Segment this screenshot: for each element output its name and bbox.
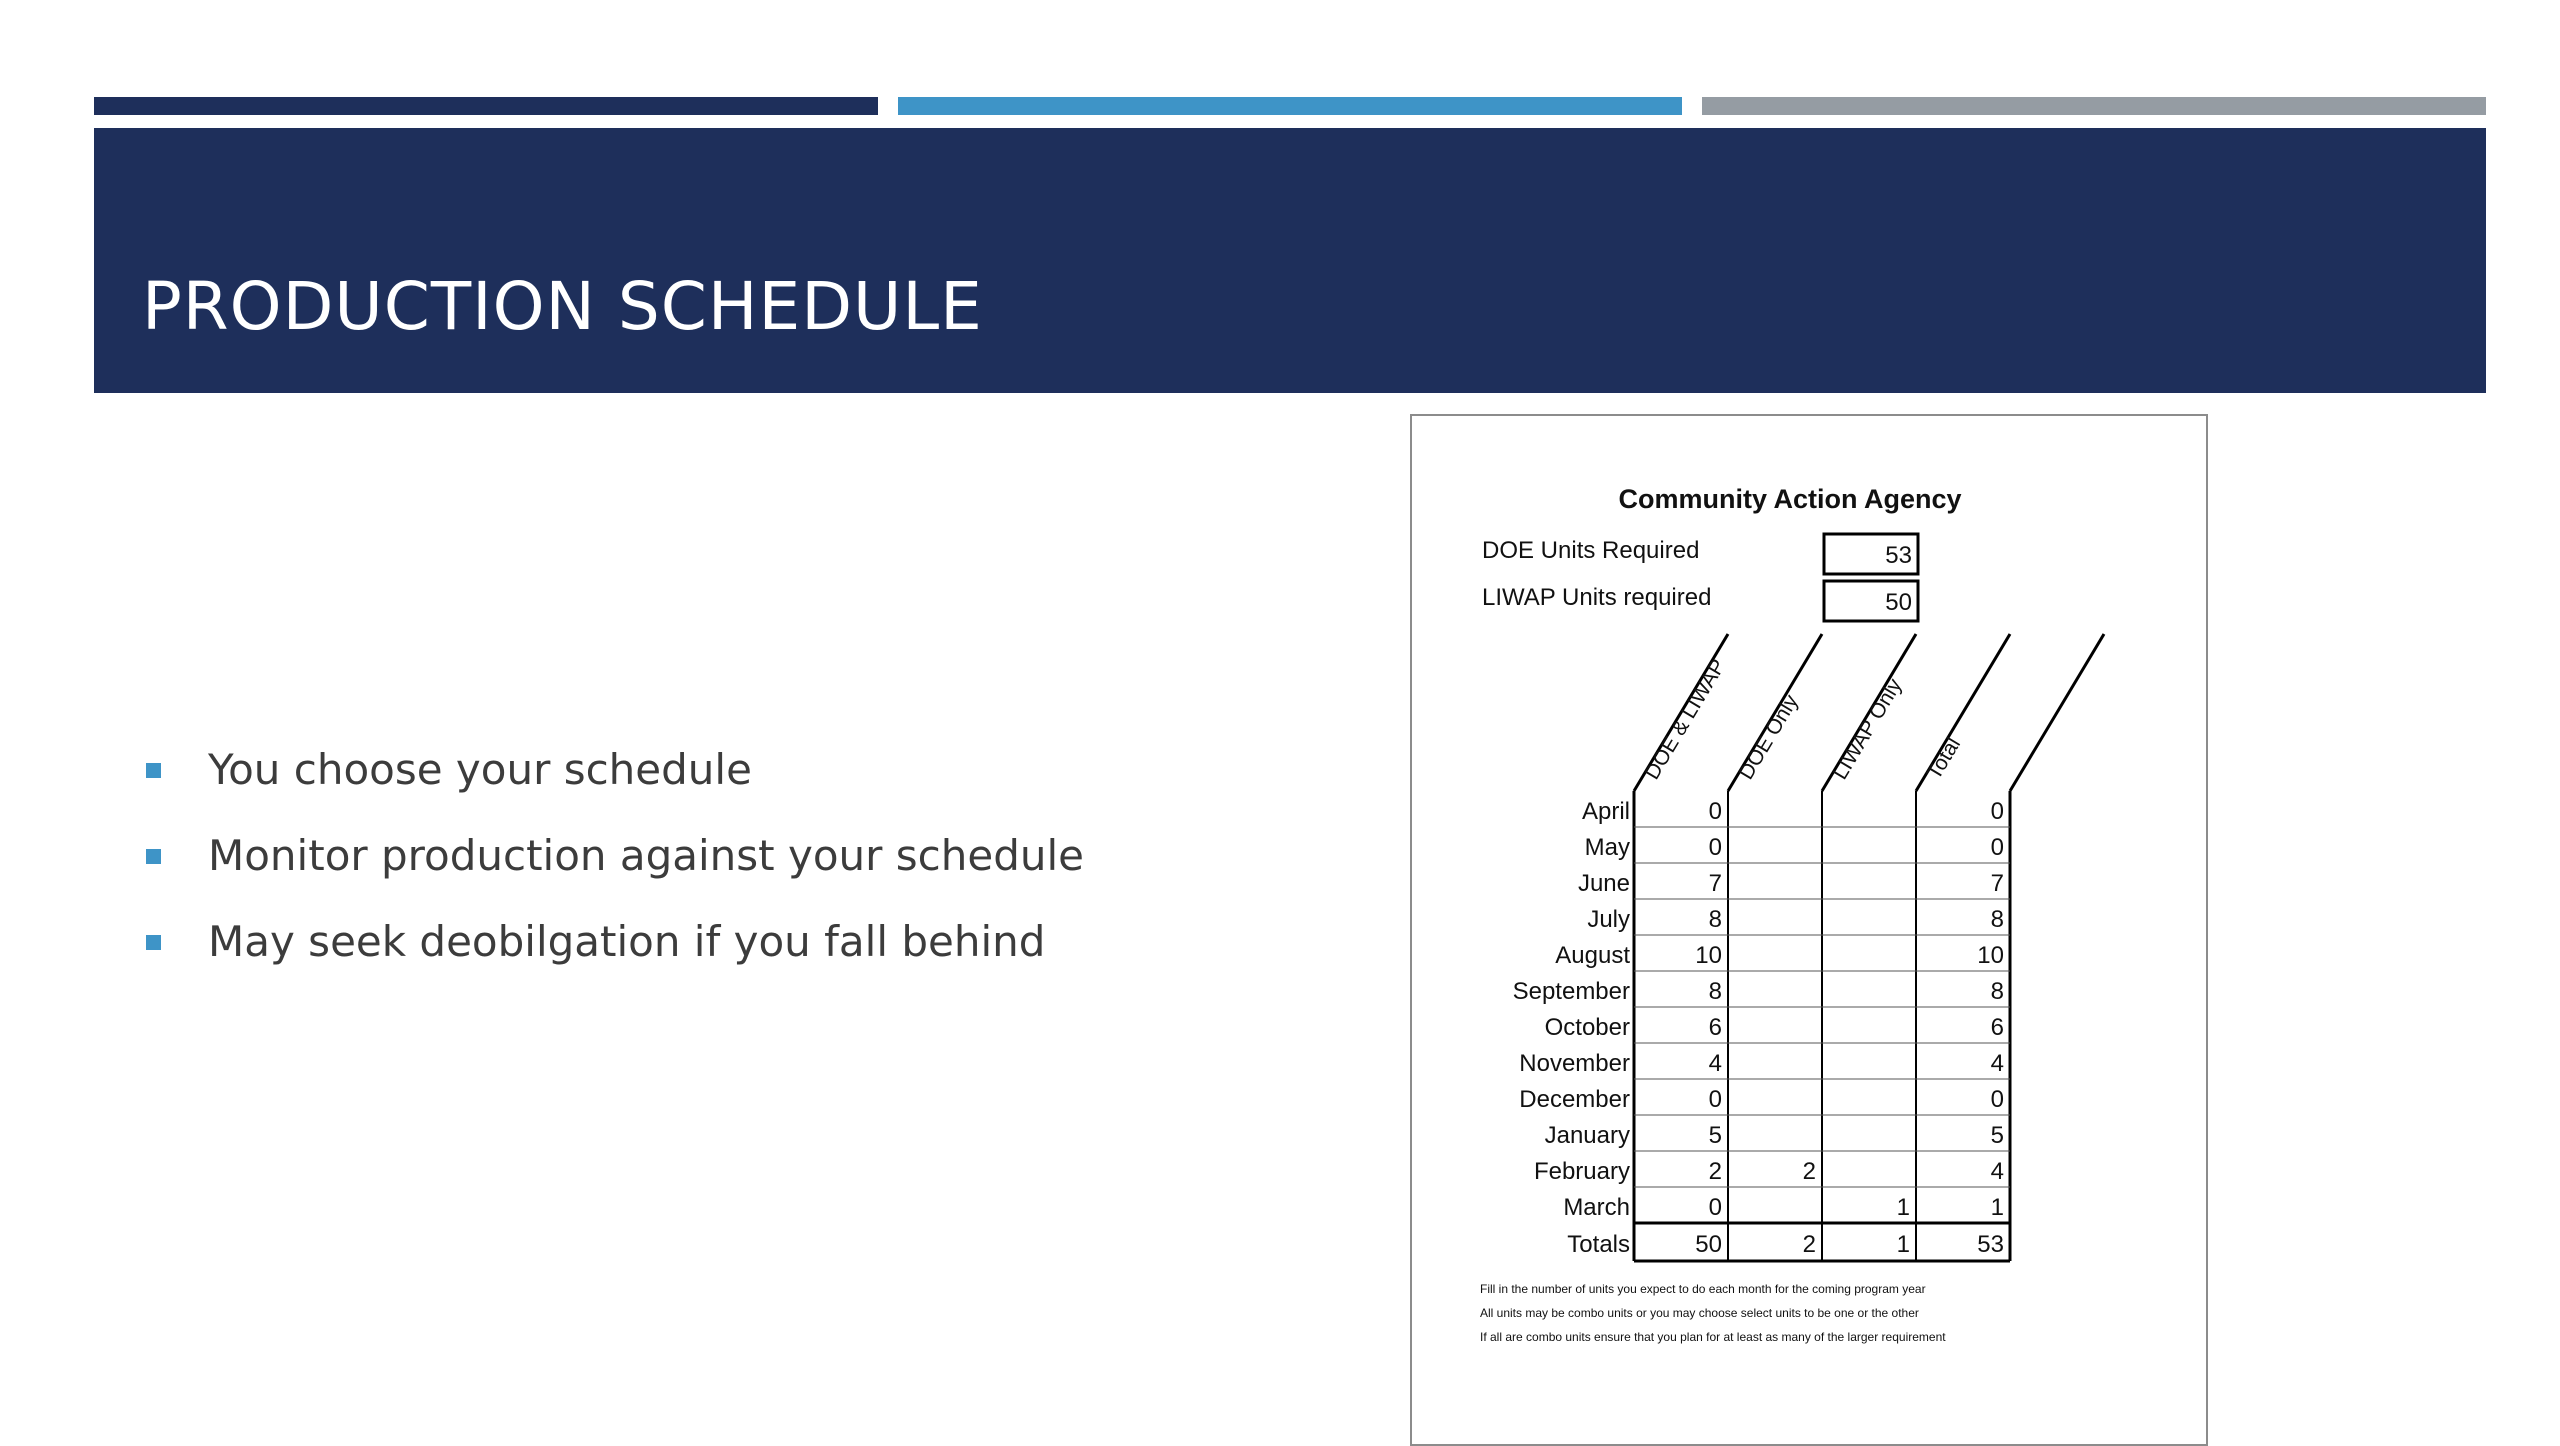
cell-value: 5 bbox=[1990, 1122, 2004, 1149]
cell-value: 0 bbox=[1990, 1086, 2004, 1113]
cell-value: 7 bbox=[1708, 870, 1722, 897]
cell-value: 6 bbox=[1708, 1014, 1722, 1041]
accent-bar-blue bbox=[898, 97, 1682, 115]
month-label: April bbox=[1581, 798, 1630, 825]
bullet-list bbox=[142, 735, 1084, 993]
cell-value: 0 bbox=[1708, 1194, 1722, 1221]
production-schedule-sheet bbox=[1412, 416, 2206, 1444]
cell-value: 7 bbox=[1990, 870, 2004, 897]
title-band bbox=[94, 128, 2486, 393]
cell-value: 0 bbox=[1708, 834, 1722, 861]
cell-value: 8 bbox=[1708, 906, 1722, 933]
doe-required-label: DOE Units Required bbox=[1482, 537, 1700, 564]
totals-value: 53 bbox=[1977, 1231, 2004, 1258]
month-label: September bbox=[1512, 978, 1630, 1005]
cell-value: 0 bbox=[1708, 798, 1722, 825]
month-label: November bbox=[1519, 1050, 1630, 1077]
cell-value: 10 bbox=[1695, 942, 1722, 969]
bullet-text: May seek deobilgation if you fall behind bbox=[208, 917, 1046, 966]
liwap-required-value: 50 bbox=[1885, 589, 1912, 616]
header-slant-line bbox=[2010, 634, 2104, 791]
square-bullet-icon bbox=[146, 935, 161, 950]
footnote: If all are combo units ensure that you plan for at least as many of the larger requirement bbox=[1480, 1330, 1946, 1344]
bullet-item[interactable] bbox=[142, 821, 1084, 907]
cell-value: 4 bbox=[1990, 1050, 2004, 1077]
footnote: All units may be combo units or you may choose select units to be one or the other bbox=[1480, 1306, 1919, 1320]
liwap-required-label: LIWAP Units required bbox=[1482, 584, 1712, 611]
month-label: May bbox=[1584, 834, 1630, 861]
cell-value: 2 bbox=[1802, 1158, 1816, 1185]
month-label: March bbox=[1563, 1194, 1630, 1221]
cell-value: 6 bbox=[1990, 1014, 2004, 1041]
cell-value: 4 bbox=[1708, 1050, 1722, 1077]
footnote: Fill in the number of units you expect to do each month for the coming program year bbox=[1480, 1282, 1926, 1296]
square-bullet-icon bbox=[146, 763, 161, 778]
cell-value: 4 bbox=[1990, 1158, 2004, 1185]
month-label: June bbox=[1577, 870, 1630, 897]
bullet-text: You choose your schedule bbox=[208, 745, 752, 794]
column-header: DOE Only bbox=[1734, 690, 1803, 784]
totals-value: 1 bbox=[1896, 1231, 1910, 1258]
cell-value: 8 bbox=[1990, 978, 2004, 1005]
bullet-item[interactable] bbox=[142, 735, 1084, 821]
spreadsheet-image[interactable] bbox=[1410, 414, 2208, 1446]
cell-value: 2 bbox=[1708, 1158, 1722, 1185]
slide-title[interactable]: PRODUCTION SCHEDULE bbox=[142, 268, 983, 345]
month-label: October bbox=[1544, 1014, 1630, 1041]
cell-value: 1 bbox=[1896, 1194, 1910, 1221]
totals-value: 2 bbox=[1802, 1231, 1816, 1258]
bullet-text: Monitor production against your schedule bbox=[208, 831, 1085, 880]
square-bullet-icon bbox=[146, 849, 161, 864]
totals-value: 50 bbox=[1695, 1231, 1722, 1258]
cell-value: 5 bbox=[1708, 1122, 1722, 1149]
sheet-title: Community Action Agency bbox=[1618, 484, 1962, 514]
month-label: July bbox=[1587, 906, 1630, 933]
bullet-item[interactable] bbox=[142, 907, 1084, 993]
doe-required-value: 53 bbox=[1885, 542, 1912, 569]
cell-value: 0 bbox=[1990, 834, 2004, 861]
month-label: February bbox=[1533, 1158, 1630, 1185]
column-header: LIWAP Only bbox=[1828, 674, 1907, 784]
column-header: Total bbox=[1922, 733, 1966, 784]
cell-value: 8 bbox=[1708, 978, 1722, 1005]
month-label: January bbox=[1544, 1122, 1630, 1149]
accent-bar-navy bbox=[94, 97, 878, 115]
cell-value: 10 bbox=[1977, 942, 2004, 969]
month-label: December bbox=[1519, 1086, 1630, 1113]
column-header: DOE & LIWAP bbox=[1640, 655, 1731, 784]
cell-value: 0 bbox=[1990, 798, 2004, 825]
month-label: August bbox=[1555, 942, 1630, 969]
totals-label: Totals bbox=[1567, 1231, 1630, 1258]
accent-bar-gray bbox=[1702, 97, 2486, 115]
cell-value: 1 bbox=[1990, 1194, 2004, 1221]
cell-value: 8 bbox=[1990, 906, 2004, 933]
cell-value: 0 bbox=[1708, 1086, 1722, 1113]
